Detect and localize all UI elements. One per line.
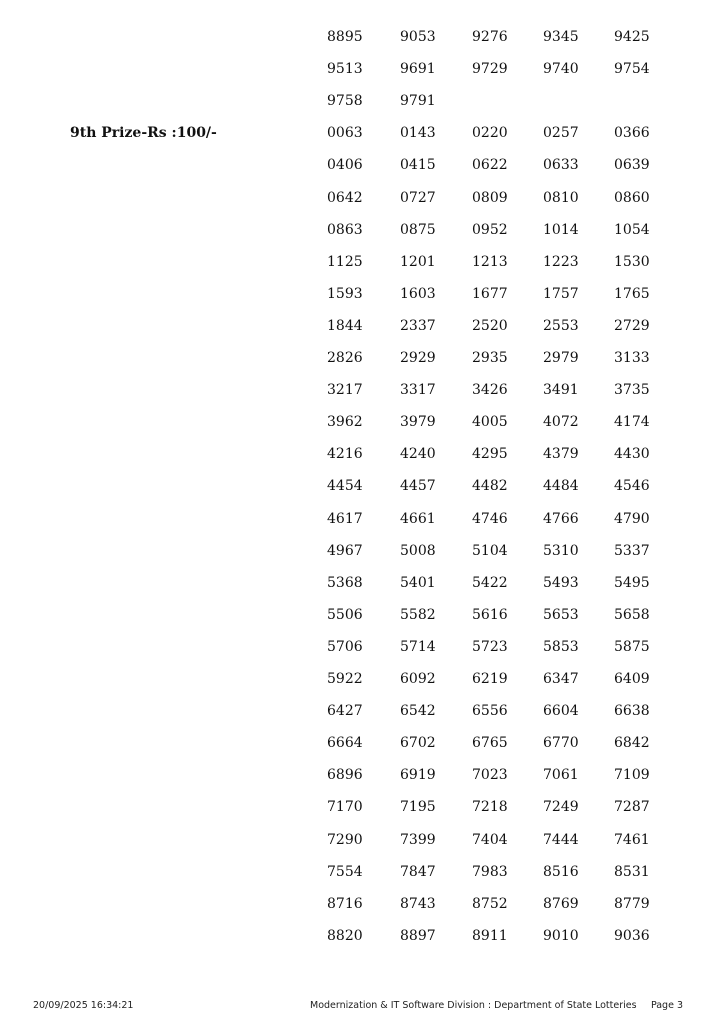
winning-number: 6765 <box>472 735 508 752</box>
winning-number: 1125 <box>327 253 363 270</box>
winning-number: 4617 <box>327 510 363 527</box>
winning-number: 3426 <box>472 382 508 399</box>
winning-number: 7983 <box>472 863 508 880</box>
winning-number: 6542 <box>400 703 436 720</box>
winning-number: 5714 <box>400 638 436 655</box>
winning-number: 5582 <box>400 606 436 623</box>
winning-number: 7847 <box>400 863 436 880</box>
winning-number: 0220 <box>472 125 508 142</box>
winning-number: 8895 <box>327 29 363 45</box>
winning-number: 7404 <box>472 831 508 848</box>
number-row <box>0 477 724 501</box>
winning-number: 2979 <box>543 350 579 366</box>
winning-number: 7109 <box>614 767 650 784</box>
winning-number: 9791 <box>400 93 436 110</box>
number-row <box>0 510 724 534</box>
winning-number: 5493 <box>543 574 579 591</box>
winning-number: 7195 <box>400 799 436 816</box>
winning-number: 0366 <box>614 125 650 142</box>
winning-number: 7444 <box>543 831 579 848</box>
winning-number: 9754 <box>614 61 650 78</box>
number-row <box>0 60 724 84</box>
winning-number: 0642 <box>327 189 363 206</box>
winning-number: 6638 <box>614 703 650 720</box>
winning-number: 0809 <box>472 189 508 206</box>
winning-number: 5922 <box>327 671 363 687</box>
winning-number: 7287 <box>614 799 650 816</box>
winning-number: 9740 <box>543 61 579 78</box>
winning-number: 5706 <box>327 638 363 655</box>
number-row <box>0 349 724 373</box>
number-row <box>0 445 724 469</box>
winning-number: 6409 <box>614 671 650 687</box>
winning-number: 7461 <box>614 831 650 848</box>
number-row <box>0 638 724 662</box>
winning-number: 5875 <box>614 638 650 655</box>
winning-number: 9758 <box>327 93 363 110</box>
winning-number: 1677 <box>472 285 508 302</box>
winning-number: 0633 <box>543 157 579 174</box>
winning-number: 4484 <box>543 478 579 495</box>
winning-number: 4430 <box>614 446 650 463</box>
winning-number: 4072 <box>543 414 579 431</box>
winning-number: 4482 <box>472 478 508 495</box>
footer-page-number: Page 3 <box>650 1000 683 1011</box>
winning-number: 6702 <box>400 735 436 752</box>
winning-number: 5401 <box>400 574 436 591</box>
winning-number: 4766 <box>543 510 579 527</box>
winning-number: 9036 <box>614 927 650 944</box>
number-row <box>0 92 724 116</box>
winning-number: 3317 <box>400 382 436 399</box>
winning-number: 0863 <box>327 221 363 238</box>
winning-number: 8820 <box>327 927 363 944</box>
winning-number: 2337 <box>400 317 436 334</box>
winning-number: 1603 <box>400 285 436 302</box>
winning-number: 2935 <box>472 350 508 366</box>
number-row <box>0 381 724 405</box>
number-row <box>0 156 724 180</box>
winning-number: 6219 <box>472 671 508 687</box>
winning-number: 6092 <box>400 671 436 687</box>
number-row <box>0 606 724 630</box>
number-row <box>0 895 724 919</box>
winning-number: 5723 <box>472 638 508 655</box>
winning-number: 9513 <box>327 61 363 78</box>
winning-number: 3979 <box>400 414 436 431</box>
winning-number: 7290 <box>327 831 363 848</box>
winning-number: 4457 <box>400 478 436 495</box>
number-row <box>0 574 724 598</box>
winning-number: 1844 <box>327 317 363 334</box>
number-row <box>0 285 724 309</box>
number-row <box>0 413 724 437</box>
winning-number: 9425 <box>614 29 650 45</box>
winning-number: 4295 <box>472 446 508 463</box>
winning-number: 6664 <box>327 735 363 752</box>
winning-number: 1593 <box>327 285 363 302</box>
winning-number: 1530 <box>614 253 650 270</box>
winning-number: 9345 <box>543 29 579 45</box>
winning-number: 4746 <box>472 510 508 527</box>
winning-number: 7218 <box>472 799 508 816</box>
winning-number: 3133 <box>614 350 650 366</box>
winning-number: 0810 <box>543 189 579 206</box>
winning-number: 1213 <box>472 253 508 270</box>
number-row <box>0 189 724 213</box>
number-row <box>0 124 724 148</box>
winning-number: 2553 <box>543 317 579 334</box>
winning-number: 4790 <box>614 510 650 527</box>
winning-number: 6896 <box>327 767 363 784</box>
winning-number: 8911 <box>472 927 508 944</box>
winning-number: 6770 <box>543 735 579 752</box>
number-row <box>0 766 724 790</box>
winning-number: 1765 <box>614 285 650 302</box>
winning-number: 5337 <box>614 542 650 559</box>
winning-number: 2929 <box>400 350 436 366</box>
number-row <box>0 927 724 951</box>
winning-number: 5506 <box>327 606 363 623</box>
winning-number: 5368 <box>327 574 363 591</box>
winning-number: 7170 <box>327 799 363 816</box>
winning-number: 9053 <box>400 29 436 45</box>
winning-number: 8779 <box>614 895 650 912</box>
winning-number: 0875 <box>400 221 436 238</box>
winning-number: 5495 <box>614 574 650 591</box>
winning-number: 0639 <box>614 157 650 174</box>
winning-number: 5653 <box>543 606 579 623</box>
winning-number: 9010 <box>543 927 579 944</box>
winning-number: 0952 <box>472 221 508 238</box>
winning-number: 8769 <box>543 895 579 912</box>
winning-number: 4005 <box>472 414 508 431</box>
winning-number: 6842 <box>614 735 650 752</box>
winning-number: 6556 <box>472 703 508 720</box>
winning-number: 0860 <box>614 189 650 206</box>
winning-number: 8531 <box>614 863 650 880</box>
number-row <box>0 863 724 887</box>
winning-number: 7023 <box>472 767 508 784</box>
winning-number: 5310 <box>543 542 579 559</box>
winning-number: 4546 <box>614 478 650 495</box>
winning-number: 7061 <box>543 767 579 784</box>
winning-number: 4661 <box>400 510 436 527</box>
number-row <box>0 542 724 566</box>
winning-number: 1014 <box>543 221 579 238</box>
winning-number: 4174 <box>614 414 650 431</box>
number-row <box>0 253 724 277</box>
number-row <box>0 831 724 855</box>
winning-number: 0143 <box>400 125 436 142</box>
winning-number: 0063 <box>327 125 363 142</box>
winning-number: 8516 <box>543 863 579 880</box>
winning-number: 3217 <box>327 382 363 399</box>
winning-number: 8743 <box>400 895 436 912</box>
winning-number: 9729 <box>472 61 508 78</box>
winning-number: 0415 <box>400 157 436 174</box>
winning-number: 7249 <box>543 799 579 816</box>
winning-number: 0622 <box>472 157 508 174</box>
winning-number: 5008 <box>400 542 436 559</box>
winning-number: 0406 <box>327 157 363 174</box>
number-row <box>0 221 724 245</box>
winning-number: 4216 <box>327 446 363 463</box>
number-row <box>0 317 724 341</box>
winning-number: 5104 <box>472 542 508 559</box>
winning-number: 5658 <box>614 606 650 623</box>
winning-number: 1223 <box>543 253 579 270</box>
winning-number: 1054 <box>614 221 650 238</box>
winning-number: 9691 <box>400 61 436 78</box>
winning-number: 3962 <box>327 414 363 431</box>
winning-number: 4454 <box>327 478 363 495</box>
number-row <box>0 734 724 758</box>
number-row <box>0 670 724 694</box>
footer-timestamp: 20/09/2025 16:34:21 <box>33 1000 134 1011</box>
winning-number: 1757 <box>543 285 579 302</box>
number-row <box>0 28 724 52</box>
winning-number: 8897 <box>400 927 436 944</box>
winning-number: 3735 <box>614 382 650 399</box>
winning-number: 6427 <box>327 703 363 720</box>
winning-number: 2729 <box>614 317 650 334</box>
winning-number: 4967 <box>327 542 363 559</box>
winning-number: 7554 <box>327 863 363 880</box>
number-row <box>0 702 724 726</box>
footer-division: Modernization & IT Software Division : Department of State Lotteries <box>310 1000 637 1011</box>
winning-number: 0727 <box>400 189 436 206</box>
winning-number: 4379 <box>543 446 579 463</box>
winning-number: 1201 <box>400 253 436 270</box>
winning-number: 5853 <box>543 638 579 655</box>
winning-number: 2520 <box>472 317 508 334</box>
winning-number: 2826 <box>327 350 363 366</box>
winning-number: 6604 <box>543 703 579 720</box>
winning-number: 0257 <box>543 125 579 142</box>
number-row <box>0 798 724 822</box>
page-footer <box>0 1000 724 1014</box>
winning-number: 6919 <box>400 767 436 784</box>
winning-number: 8752 <box>472 895 508 912</box>
winning-number: 8716 <box>327 895 363 912</box>
winning-number: 5616 <box>472 606 508 623</box>
winning-number: 6347 <box>543 671 579 687</box>
winning-number: 4240 <box>400 446 436 463</box>
prize-label-9th: 9th Prize-Rs :100/- <box>70 125 217 141</box>
winning-number: 3491 <box>543 382 579 399</box>
winning-number: 7399 <box>400 831 436 848</box>
winning-number: 9276 <box>472 29 508 45</box>
winning-number: 5422 <box>472 574 508 591</box>
